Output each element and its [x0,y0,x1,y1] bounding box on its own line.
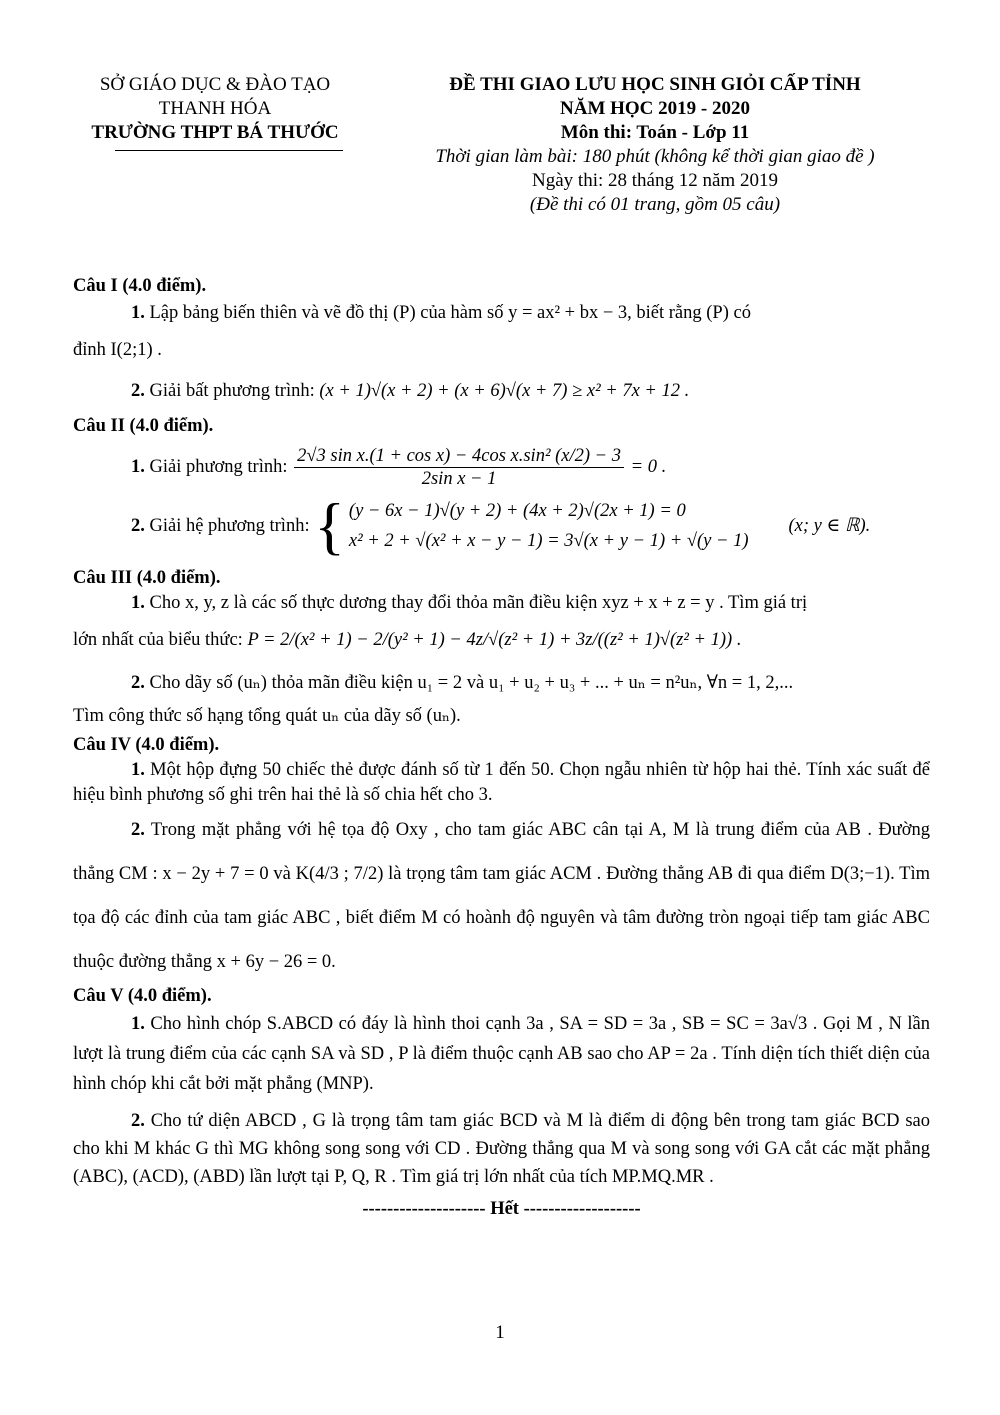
expression-p: P = 2/(x² + 1) − 2/(y² + 1) − 4z/√(z² + 1) + 3z/((z² + 1)√(z² + 1)) . [247,630,742,650]
page-number: 1 [495,1322,505,1343]
exam-title: ĐỀ THI GIAO LƯU HỌC SINH GIỎI CẤP TỈNH [449,74,861,95]
question-2-part-2 [73,490,930,561]
question-5-part-2 [73,1107,930,1191]
equation-fraction [294,445,624,490]
part-number: 2. [131,673,145,693]
system-equation-2: x² + 2 + √(x² + x − y − 1) = 3√(x + y − 1) + √(y − 1) [348,531,749,551]
part-number: 2. [131,1111,145,1131]
exam-date: Ngày thi: 28 tháng 12 năm 2019 [532,170,778,191]
part-text: Lập bảng biến thiên và vẽ đồ thị (P) của hàm số y = ax² + bx − 3, biết rằng (P) có [144,303,751,323]
question-1-part-1-cont: đỉnh I(2;1) . [73,340,162,360]
part-text: Cho x, y, z là các số thực dương thay đổi thỏa mãn điều kiện xyz + x + z = y . Tìm giá trị [144,593,808,613]
part-text: Cho tứ diện ABCD , G là trọng tâm tam giác BCD và M là điểm di động bên trong tam giác BCD sao cho khi M khác G thì MG không song song với CD . Đường thẳng qua M và song song với GA cắt các mặt phẳng (ABC), (ACD), (ABD) lần lượt tại P, Q, R . Tìm giá trị lớn nhất của tích MP.MQ.MR . [73,1111,930,1187]
part-number: 2. [131,515,145,536]
question-2-title: Câu II (4.0 điểm). [73,416,214,436]
fraction-denominator: 2sin x − 1 [421,469,497,489]
school-underline [115,150,343,151]
part-number: 2. [131,820,145,840]
system-equation-1: (y − 6x − 1)√(y + 2) + (4x + 2)√(2x + 1) = 0 [348,501,686,521]
part-text: Cho dãy số (uₙ) thỏa mãn điều kiện u₁ = 2 và u₁ + u₂ + u₃ + ... + uₙ = n²uₙ, ∀n = 1, 2,... [144,673,794,693]
system-brace: { [314,490,345,561]
part-number: 1. [131,1014,145,1034]
part-label: Giải phương trình: [144,457,293,477]
part-text: Một hộp đựng 50 chiếc thẻ được đánh số từ 1 đến 50. Chọn ngẫu nhiên từ hộp hai thẻ. Tính xác suất để hiệu bình phương số ghi trên hai thẻ là số chia hết cho 3. [73,760,930,805]
question-4-title: Câu IV (4.0 điểm). [73,735,220,755]
question-1-part-1 [73,301,930,326]
part-number: 1. [131,457,145,477]
header-right [390,73,920,217]
province-name: THANH HÓA [158,98,272,119]
school-year: NĂM HỌC 2019 - 2020 [560,98,750,119]
variable-domain: (x; y ∈ ℝ). [788,515,871,536]
part-number: 1. [131,593,145,613]
part-text: lớn nhất của biểu thức: [73,630,248,650]
part-label: Giải bất phương trình: [144,381,320,401]
equation-rhs: = 0 . [626,457,667,477]
part-text: Cho hình chóp S.ABCD có đáy là hình thoi cạnh 3a , SA = SD = 3a , SB = SC = 3a√3 . Gọi M , N lần lượt là trung điểm của các cạnh SA và SD , P là điểm thuộc cạnh AB sao cho AP = 2a . Tính diện tích thiết diện của hình chóp khi cắt bởi mặt phẳng (MNP). [73,1014,930,1094]
exam-content [73,274,930,1222]
question-1-part-2 [73,379,930,404]
question-1-title: Câu I (4.0 điểm). [73,276,207,296]
question-4-part-1 [73,758,930,808]
question-5-part-1 [73,1009,930,1099]
question-4-part-2 [73,808,930,984]
question-3-part-1 [73,591,930,616]
part-text: Trong mặt phẳng với hệ tọa độ Oxy , cho tam giác ABC cân tại A, M là trung điểm của AB . Đường thẳng CM : x − 2y + 7 = 0 và K(4/3 ; 7/2) là trọng tâm tam giác ACM . Đường thẳng AB đi qua điểm D(3;−1). Tìm tọa độ các đỉnh của tam giác ABC , biết điểm M có hoành độ nguyên và tâm đường tròn ngoại tiếp tam giác ABC thuộc đường thẳng x + 6y − 26 = 0. [73,820,930,972]
question-5-title: Câu V (4.0 điểm). [73,986,212,1006]
question-3-part-1-cont [73,628,930,653]
subject: Môn thi: Toán - Lớp 11 [560,122,750,143]
part-number: 1. [131,303,145,323]
question-3-part-2 [73,671,930,696]
equation-system [349,496,749,556]
part-number: 1. [131,760,145,780]
part-number: 2. [131,381,145,401]
end-marker: -------------------- Hết ------------------- [362,1199,641,1219]
inequality-expression: (x + 1)√(x + 2) + (x + 6)√(x + 7) ≥ x² + 7x + 12 . [319,381,690,401]
header-left [70,73,360,145]
fraction-numerator: 2√3 sin x.(1 + cos x) − 4cos x.sin² (x/2) − 3 [294,445,624,468]
department-name: SỞ GIÁO DỤC & ĐÀO TẠO [99,74,331,95]
question-3-part-2-cont: Tìm công thức số hạng tổng quát uₙ của dãy số (uₙ). [73,706,461,726]
question-2-part-1 [73,445,930,490]
page-info: (Đề thi có 01 trang, gồm 05 câu) [529,194,781,215]
time-limit: Thời gian làm bài: 180 phút (không kể thời gian giao đề ) [435,146,875,167]
school-name: TRƯỜNG THPT BÁ THƯỚC [91,122,339,143]
part-label: Giải hệ phương trình: [144,515,315,536]
question-3-title: Câu III (4.0 điểm). [73,568,221,588]
